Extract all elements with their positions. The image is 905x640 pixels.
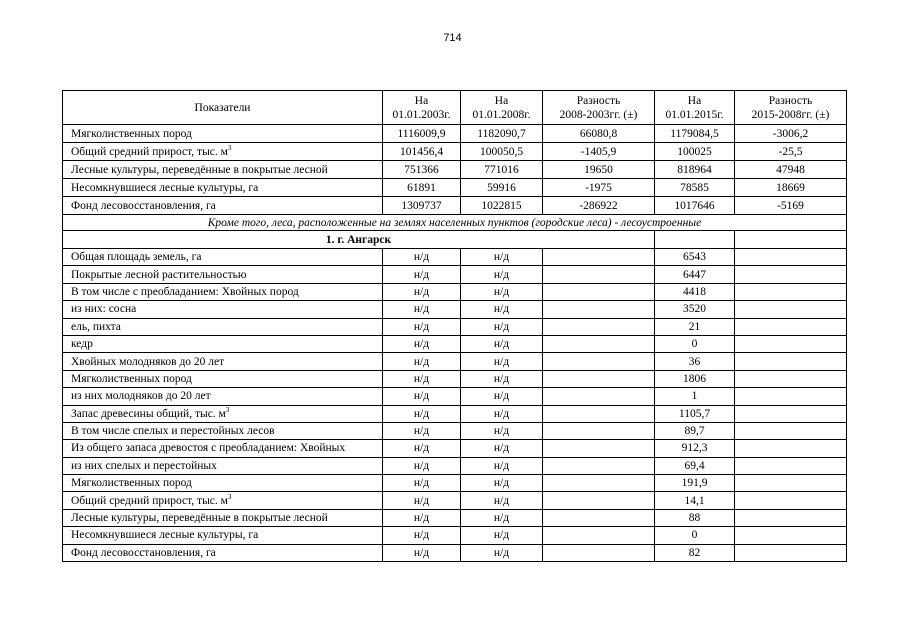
section-empty-cell: [655, 231, 735, 249]
row-value-v4: 4418: [655, 283, 735, 300]
table-row: [63, 161, 847, 179]
row-value-v5: [735, 544, 847, 561]
header-2003: На 01.01.2003г.: [383, 91, 461, 125]
row-value-v1: н/д: [383, 492, 461, 509]
row-value-v2: н/д: [461, 422, 543, 439]
row-value-v4: 89,7: [655, 422, 735, 439]
row-value-v4: 69,4: [655, 457, 735, 474]
row-value-v1: н/д: [383, 388, 461, 405]
row-value-v1: 1116009,9: [383, 125, 461, 143]
row-label: Лесные культуры, переведённые в покрытые лесной: [63, 509, 383, 526]
row-value-v2: н/д: [461, 318, 543, 335]
row-value-v1: 61891: [383, 179, 461, 197]
row-value-v5: [735, 266, 847, 283]
row-value-v4: 82: [655, 544, 735, 561]
row-value-v1: н/д: [383, 509, 461, 526]
table-row: [63, 422, 847, 439]
row-value-v3: [543, 370, 655, 387]
row-value-v2: н/д: [461, 388, 543, 405]
header-diff-2015-2008: Разность 2015-2008гг. (±): [735, 91, 847, 125]
row-value-v4: 1017646: [655, 197, 735, 215]
row-value-v3: [543, 388, 655, 405]
row-value-v1: н/д: [383, 457, 461, 474]
row-value-v1: 101456,4: [383, 143, 461, 161]
row-value-v4: 21: [655, 318, 735, 335]
row-value-v1: 1309737: [383, 197, 461, 215]
table-row: [63, 405, 847, 422]
row-label: Общий средний прирост, тыс. $м^3$: [63, 143, 383, 161]
row-value-v4: 0: [655, 527, 735, 544]
row-label: Мягколиственных пород: [63, 475, 383, 492]
row-value-v3: 19650: [543, 161, 655, 179]
table-row: [63, 335, 847, 352]
row-label: Фонд лесовосстановления, га: [63, 197, 383, 215]
row-value-v4: 818964: [655, 161, 735, 179]
row-value-v5: 18669: [735, 179, 847, 197]
row-value-v1: 751366: [383, 161, 461, 179]
table-row: [63, 440, 847, 457]
table-row: [63, 301, 847, 318]
forest-indicators-table: [62, 90, 847, 562]
row-value-v1: н/д: [383, 318, 461, 335]
row-value-v2: 771016: [461, 161, 543, 179]
row-value-v2: н/д: [461, 283, 543, 300]
row-value-v3: [543, 509, 655, 526]
row-value-v5: -3006,2: [735, 125, 847, 143]
row-value-v3: [543, 301, 655, 318]
row-value-v3: 66080,8: [543, 125, 655, 143]
table-row: [63, 283, 847, 300]
row-value-v3: [543, 422, 655, 439]
table-row: [63, 457, 847, 474]
table-header-row: [63, 91, 847, 125]
row-label: ель, пихта: [63, 318, 383, 335]
row-value-v1: н/д: [383, 405, 461, 422]
row-value-v2: 1182090,7: [461, 125, 543, 143]
row-label: Несомкнувшиеся лесные культуры, га: [63, 527, 383, 544]
row-value-v1: н/д: [383, 353, 461, 370]
header-2008: На 01.01.2008г.: [461, 91, 543, 125]
row-value-v4: 191,9: [655, 475, 735, 492]
row-label: Запас древесины общий, тыс. $м^3$: [63, 405, 383, 422]
row-value-v5: [735, 388, 847, 405]
row-label: Общий средний прирост, тыс. $м^3$: [63, 492, 383, 509]
row-value-v3: [543, 353, 655, 370]
row-value-v1: н/д: [383, 283, 461, 300]
row-value-v4: 0: [655, 335, 735, 352]
row-value-v5: -25,5: [735, 143, 847, 161]
row-value-v2: н/д: [461, 301, 543, 318]
table-row: [63, 527, 847, 544]
row-value-v5: [735, 422, 847, 439]
row-value-v3: [543, 475, 655, 492]
row-value-v1: н/д: [383, 544, 461, 561]
row-value-v3: [543, 318, 655, 335]
row-value-v4: 6543: [655, 249, 735, 266]
row-value-v4: 912,3: [655, 440, 735, 457]
row-value-v5: [735, 527, 847, 544]
row-value-v4: 1: [655, 388, 735, 405]
note-row: [63, 215, 847, 231]
row-value-v4: 1179084,5: [655, 125, 735, 143]
header-indicators: Показатели: [63, 91, 383, 125]
row-value-v5: [735, 440, 847, 457]
row-value-v1: н/д: [383, 266, 461, 283]
row-value-v2: н/д: [461, 249, 543, 266]
header-diff-2008-2003: Разность 2008-2003гг. (±): [543, 91, 655, 125]
row-value-v1: н/д: [383, 370, 461, 387]
row-value-v2: 100050,5: [461, 143, 543, 161]
row-value-v2: н/д: [461, 405, 543, 422]
row-label: Лесные культуры, переведённые в покрытые лесной: [63, 161, 383, 179]
row-value-v2: 59916: [461, 179, 543, 197]
row-value-v3: [543, 335, 655, 352]
row-value-v5: [735, 318, 847, 335]
table-body: [63, 125, 847, 562]
row-value-v4: 88: [655, 509, 735, 526]
table-row: [63, 179, 847, 197]
row-value-v2: н/д: [461, 544, 543, 561]
row-value-v3: [543, 527, 655, 544]
row-value-v3: [543, 283, 655, 300]
row-label: из них: сосна: [63, 301, 383, 318]
row-value-v3: [543, 492, 655, 509]
table-row: [63, 249, 847, 266]
row-value-v4: 6447: [655, 266, 735, 283]
row-value-v5: [735, 301, 847, 318]
section-empty-cell: [735, 231, 847, 249]
row-value-v5: 47948: [735, 161, 847, 179]
row-value-v4: 1105,7: [655, 405, 735, 422]
table-row: [63, 266, 847, 283]
row-value-v3: [543, 440, 655, 457]
row-label: Мягколиственных пород: [63, 370, 383, 387]
row-value-v2: н/д: [461, 440, 543, 457]
row-value-v5: [735, 509, 847, 526]
row-label: кедр: [63, 335, 383, 352]
row-value-v5: [735, 405, 847, 422]
row-value-v2: н/д: [461, 527, 543, 544]
row-label: В том числе с преобладанием: Хвойных пород: [63, 283, 383, 300]
table-row: [63, 370, 847, 387]
row-value-v5: [735, 475, 847, 492]
row-value-v4: 36: [655, 353, 735, 370]
row-value-v1: н/д: [383, 440, 461, 457]
table-row: [63, 143, 847, 161]
row-value-v3: [543, 457, 655, 474]
row-value-v3: [543, 249, 655, 266]
row-value-v5: [735, 492, 847, 509]
row-value-v1: н/д: [383, 422, 461, 439]
row-value-v4: 78585: [655, 179, 735, 197]
row-value-v1: н/д: [383, 475, 461, 492]
table-row: [63, 318, 847, 335]
table-row: [63, 492, 847, 509]
row-value-v3: -1975: [543, 179, 655, 197]
row-value-v2: н/д: [461, 370, 543, 387]
row-label: Несомкнувшиеся лесные культуры, га: [63, 179, 383, 197]
table-row: [63, 197, 847, 215]
row-value-v1: н/д: [383, 527, 461, 544]
row-value-v2: 1022815: [461, 197, 543, 215]
row-value-v5: [735, 335, 847, 352]
row-label: В том числе спелых и перестойных лесов: [63, 422, 383, 439]
row-value-v2: н/д: [461, 353, 543, 370]
row-value-v4: 14,1: [655, 492, 735, 509]
row-value-v2: н/д: [461, 509, 543, 526]
row-value-v5: [735, 249, 847, 266]
row-value-v2: н/д: [461, 335, 543, 352]
row-value-v1: н/д: [383, 335, 461, 352]
row-value-v3: [543, 266, 655, 283]
row-label: из них молодняков до 20 лет: [63, 388, 383, 405]
row-value-v4: 3520: [655, 301, 735, 318]
header-2015: На 01.01.2015г.: [655, 91, 735, 125]
row-value-v2: н/д: [461, 457, 543, 474]
table-row: [63, 544, 847, 561]
row-value-v5: -5169: [735, 197, 847, 215]
row-label: Из общего запаса древостоя с преобладанием: Хвойных: [63, 440, 383, 457]
note-text: Кроме того, леса, расположенные на землях населенных пунктов (городские леса) - лесоустроенные: [63, 215, 847, 231]
page-number: 714: [443, 32, 462, 44]
table-row: [63, 475, 847, 492]
table-row: [63, 509, 847, 526]
row-value-v3: -1405,9: [543, 143, 655, 161]
row-value-v3: -286922: [543, 197, 655, 215]
row-value-v3: [543, 405, 655, 422]
row-value-v2: н/д: [461, 475, 543, 492]
row-label: из них спелых и перестойных: [63, 457, 383, 474]
row-label: Покрытые лесной растительностью: [63, 266, 383, 283]
row-value-v5: [735, 353, 847, 370]
row-value-v5: [735, 457, 847, 474]
table-row: [63, 353, 847, 370]
row-value-v4: 100025: [655, 143, 735, 161]
row-label: Хвойных молодняков до 20 лет: [63, 353, 383, 370]
section-title: 1. г. Ангарск: [63, 231, 655, 249]
row-value-v1: н/д: [383, 249, 461, 266]
row-value-v3: [543, 544, 655, 561]
row-value-v2: н/д: [461, 492, 543, 509]
row-label: Мягколиственных пород: [63, 125, 383, 143]
section-row: [63, 231, 847, 249]
row-value-v4: 1806: [655, 370, 735, 387]
table-row: [63, 388, 847, 405]
row-value-v5: [735, 370, 847, 387]
table-row: [63, 125, 847, 143]
row-label: Общая площадь земель, га: [63, 249, 383, 266]
row-value-v2: н/д: [461, 266, 543, 283]
row-value-v5: [735, 283, 847, 300]
row-label: Фонд лесовосстановления, га: [63, 544, 383, 561]
row-value-v1: н/д: [383, 301, 461, 318]
